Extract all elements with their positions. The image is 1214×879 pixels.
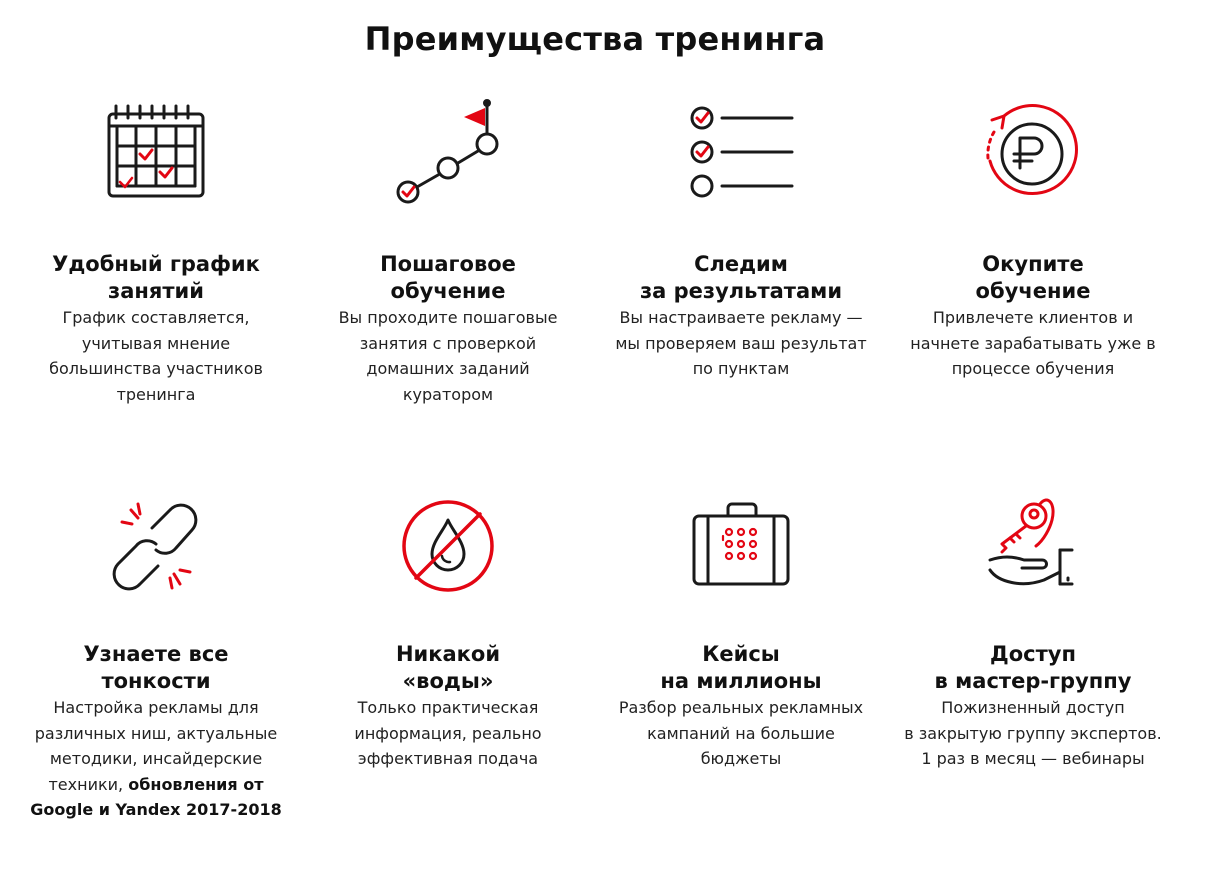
- benefit-card-step-learning: [313, 251, 583, 407]
- card-title: Окупите обучение: [975, 252, 1091, 303]
- suitcase-icon: [682, 486, 802, 606]
- card-title: Удобный график занятий: [52, 252, 260, 303]
- card-text: Только практическая информация, реально эффективная подача: [354, 698, 542, 768]
- broken-link-icon: [96, 486, 216, 606]
- benefit-card-cases: [606, 641, 876, 772]
- benefit-card-details: [21, 641, 291, 823]
- hand-key-icon: [972, 486, 1092, 606]
- card-text: Настройка рекламы для различных ниш, актуальные методики, инсайдерские техники, обновления от Google и Yandex 2017-2018: [30, 698, 282, 819]
- calendar-icon: [96, 96, 216, 216]
- benefit-card-results: [606, 251, 876, 382]
- steps-progress-icon: [388, 96, 508, 216]
- card-title: Доступ в мастер-группу: [934, 642, 1132, 693]
- benefit-card-no-water: [313, 641, 583, 772]
- benefit-card-payback: [898, 251, 1168, 382]
- page-title: Преимущества тренинга: [364, 20, 826, 58]
- no-water-icon: [388, 486, 508, 606]
- card-title: Кейсы на миллионы: [660, 642, 822, 693]
- benefit-card-master-group: [898, 641, 1168, 772]
- checklist-icon: [682, 96, 802, 216]
- card-text: График составляется, учитывая мнение большинства участников тренинга: [49, 308, 263, 404]
- card-text: Пожизненный доступ в закрытую группу экспертов. 1 раз в месяц — вебинары: [904, 698, 1162, 768]
- card-text: Вы настраиваете рекламу — мы проверяем ваш результат по пунктам: [615, 308, 867, 378]
- card-text: Привлечете клиентов и начнете зарабатывать уже в процессе обучения: [910, 308, 1156, 378]
- card-title: Следим за результатами: [639, 252, 843, 303]
- card-title: Узнаете все тонкости: [83, 642, 229, 693]
- card-title: Никакой «воды»: [395, 642, 501, 693]
- ruble-coin-icon: [972, 96, 1092, 216]
- card-text: Разбор реальных рекламных кампаний на большие бюджеты: [618, 698, 864, 768]
- card-title: Пошаговое обучение: [380, 252, 516, 303]
- card-text: Вы проходите пошаговые занятия с проверкой домашних заданий куратором: [338, 308, 558, 404]
- benefit-card-schedule: [21, 251, 291, 407]
